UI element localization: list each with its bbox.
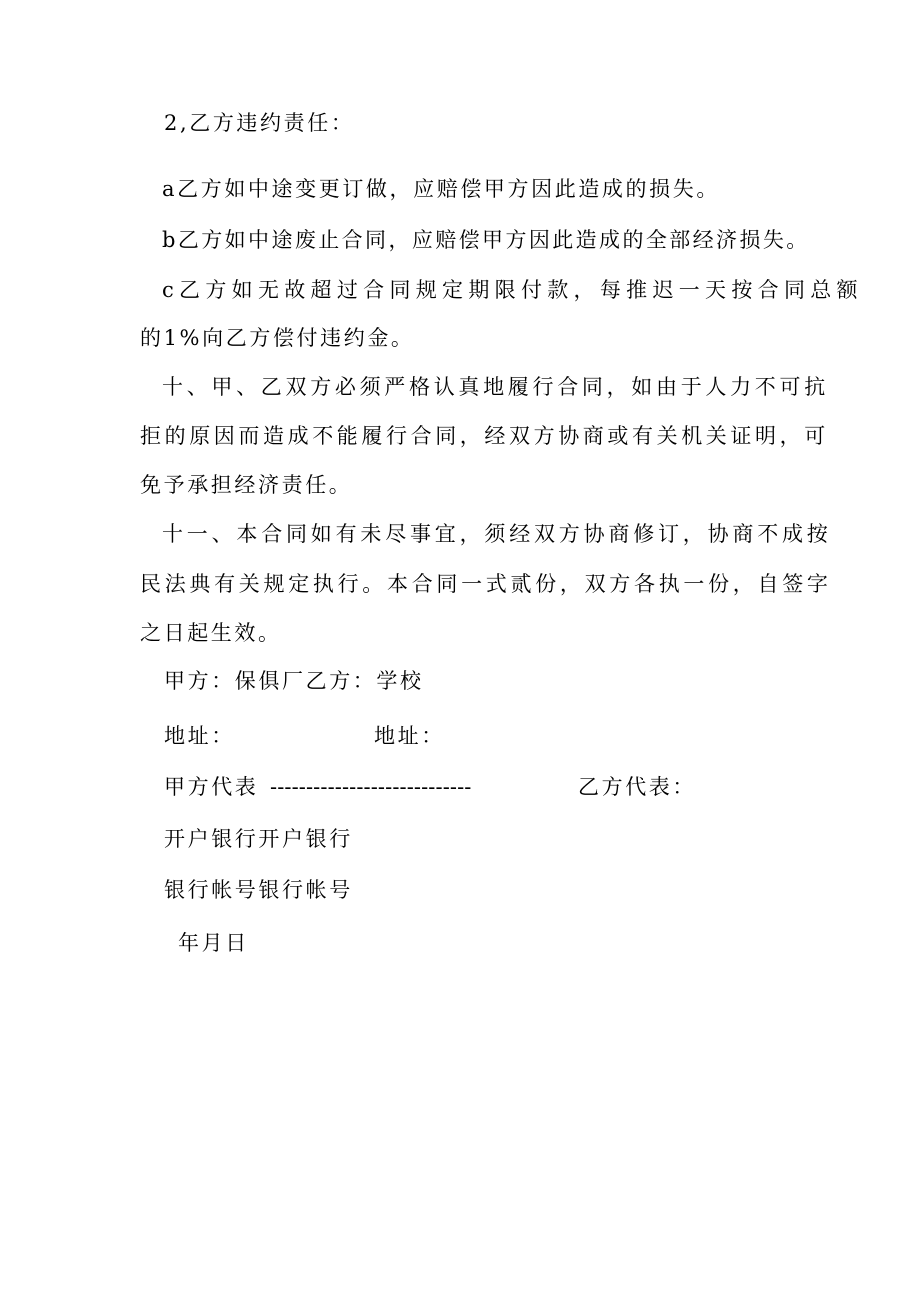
clause-10-line3: 免予承担经济责任。	[140, 473, 353, 497]
signature-parties: 甲方：保俱厂乙方：学校	[164, 669, 424, 693]
clause-2-item-c-line2: 的1%向乙方偿付违约金。	[140, 326, 415, 350]
clause-2-heading: 2,乙方违约责任：	[164, 111, 355, 135]
clause-2-item-b: b乙方如中途废止合同，应赔偿甲方因此造成的全部经济损失。	[162, 228, 810, 252]
representative-b-label: 乙方代表：	[578, 775, 696, 799]
clause-11-line3: 之日起生效。	[140, 621, 282, 645]
account-line: 银行帐号银行帐号	[164, 878, 353, 902]
representative-dash-line: ----------------------------	[270, 775, 472, 799]
representative-a-label: 甲方代表	[164, 775, 259, 799]
clause-11-line1: 十一、本合同如有未尽事宜，须经双方协商修订，协商不成按	[162, 522, 832, 546]
clause-11-line2: 民法典有关规定执行。本合同一式贰份，双方各执一份，自签字	[140, 572, 832, 596]
bank-line: 开户银行开户银行	[164, 827, 353, 851]
address-party-b: 地址：	[374, 724, 445, 748]
address-party-a: 地址：	[164, 724, 235, 748]
clause-2-item-c-line1: c乙方如无故超过合同规定期限付款，每推迟一天按合同总额	[162, 278, 863, 302]
clause-10-line1: 十、甲、乙双方必须严格认真地履行合同，如由于人力不可抗	[162, 375, 829, 399]
date-line: 年月日	[178, 931, 249, 955]
clause-10-line2: 拒的原因而造成不能履行合同，经双方协商或有关机关证明，可	[140, 424, 829, 448]
clause-2-item-a: a乙方如中途变更订做，应赔偿甲方因此造成的损失。	[162, 177, 720, 201]
